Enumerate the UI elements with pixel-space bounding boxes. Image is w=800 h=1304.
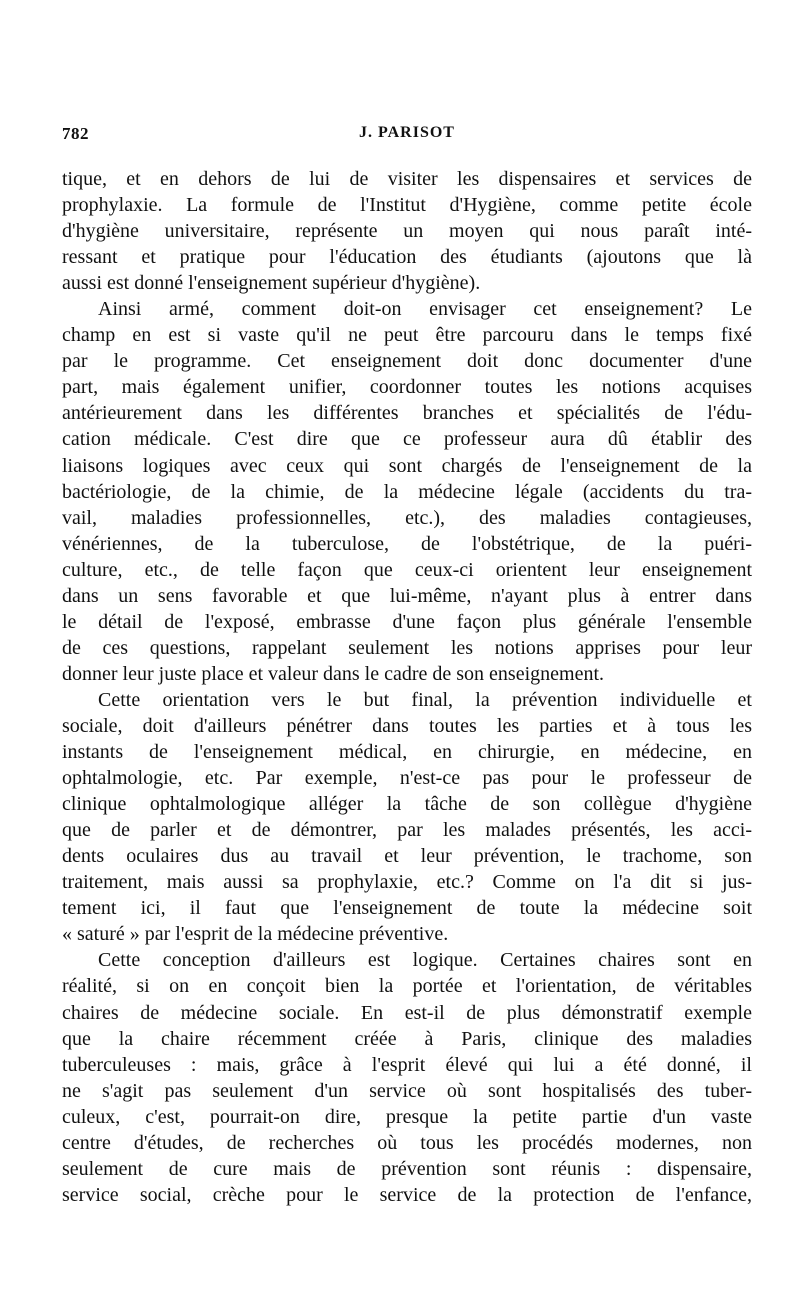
text-line: de ces questions, rappelant seulement les notions apprises pour leur — [62, 636, 752, 659]
text-line: traitement, mais aussi sa prophylaxie, etc.? Comme on l'a dit si jus- — [62, 871, 752, 894]
text-line: seulement de cure mais de prévention sont réunis : dispensaire, — [62, 1157, 752, 1180]
text-line: tique, et en dehors de lui de visiter les dispensaires et services de — [62, 168, 752, 190]
text-line: service social, crèche pour le service de la protection de l'enfance, — [62, 1183, 752, 1206]
text-line: centre d'études, de recherches où tous les procédés modernes, non — [62, 1131, 752, 1154]
paragraph-first-line: Ainsi armé, comment doit-on envisager cet enseignement? Le — [98, 298, 752, 321]
paragraph-first-line: Cette orientation vers le but final, la prévention individuelle et — [98, 688, 752, 711]
text-line: que de parler et de démontrer, par les malades présentés, les acci- — [62, 819, 752, 842]
paragraph-first-line: Cette conception d'ailleurs est logique. Certaines chaires sont en — [98, 949, 752, 972]
running-head: J. PARISOT — [359, 124, 455, 141]
text-line: aussi est donné l'enseignement supérieur d'hygiène). — [62, 272, 481, 295]
text-line: chaires de médecine sociale. En est-il de plus démonstratif exemple — [62, 1001, 752, 1024]
text-line: donner leur juste place et valeur dans le cadre de son enseignement. — [62, 662, 605, 685]
text-line: antérieurement dans les différentes branches et spécialités de l'édu- — [62, 402, 752, 425]
text-line: vail, maladies professionnelles, etc.), des maladies contagieuses, — [62, 506, 752, 529]
text-line: ne s'agit pas seulement d'un service où sont hospitalisés des tuber- — [62, 1079, 752, 1102]
text-line: dents oculaires dus au travail et leur prévention, le trachome, son — [62, 845, 752, 868]
text-line: tuberculeuses : mais, grâce à l'esprit élevé qui lui a été donné, il — [62, 1053, 752, 1076]
text-line: prophylaxie. La formule de l'Institut d'Hygiène, comme petite école — [62, 194, 752, 217]
text-line: champ en est si vaste qu'il ne peut être parcouru dans le temps fixé — [62, 324, 752, 347]
text-line: « saturé » par l'esprit de la médecine préventive. — [62, 923, 449, 946]
text-line: réalité, si on en conçoit bien la portée et l'orientation, de véritables — [62, 975, 752, 998]
text-line: liaisons logiques avec ceux qui sont chargés de l'enseignement de la — [62, 454, 752, 477]
page-number: 782 — [62, 124, 89, 143]
text-line: ophtalmologie, etc. Par exemple, n'est-ce pas pour le professeur de — [62, 767, 752, 790]
text-line: part, mais également unifier, coordonner toutes les notions acquises — [62, 376, 752, 399]
text-line: le détail de l'exposé, embrasse d'une façon plus générale l'ensemble — [62, 610, 752, 633]
text-line: clinique ophtalmologique alléger la tâche de son collègue d'hygiène — [62, 793, 752, 816]
text-line: instants de l'enseignement médical, en chirurgie, en médecine, en — [62, 741, 752, 764]
text-line: sociale, doit d'ailleurs pénétrer dans toutes les parties et à tous les — [62, 714, 752, 737]
text-line: par le programme. Cet enseignement doit donc documenter d'une — [62, 350, 752, 373]
page-header — [62, 124, 752, 148]
text-line: dans un sens favorable et que lui-même, n'ayant plus à entrer dans — [62, 584, 752, 607]
text-line: vénériennes, de la tuberculose, de l'obstétrique, de la puéri- — [62, 532, 752, 555]
text-line: ressant et pratique pour l'éducation des étudiants (ajoutons que là — [62, 246, 752, 269]
body-text — [62, 166, 752, 1208]
text-line: que la chaire récemment créée à Paris, clinique des maladies — [62, 1027, 752, 1050]
text-line: cation médicale. C'est dire que ce professeur aura dû établir des — [62, 428, 752, 451]
text-line: d'hygiène universitaire, représente un moyen qui nous paraît inté- — [62, 220, 752, 243]
text-line: bactériologie, de la chimie, de la médecine légale (accidents du tra- — [62, 480, 752, 503]
text-line: tement ici, il faut que l'enseignement de toute la médecine soit — [62, 897, 752, 920]
text-line: culture, etc., de telle façon que ceux-ci orientent leur enseignement — [62, 558, 752, 581]
text-line: culeux, c'est, pourrait-on dire, presque la petite partie d'un vaste — [62, 1105, 752, 1128]
